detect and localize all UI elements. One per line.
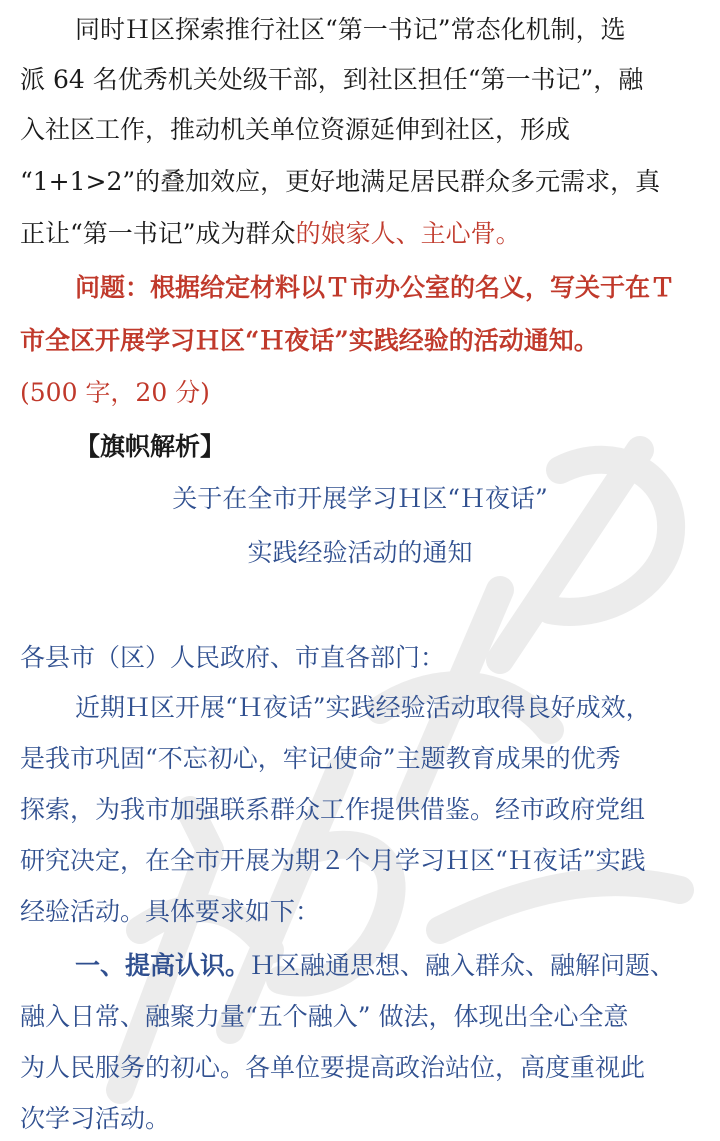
notice-para-line: 近期Ｈ区开展“Ｈ夜话”实践经验活动取得良好成效， <box>75 693 651 722</box>
analysis-label: 【旗帜解析】 <box>75 432 226 461</box>
section-1-line: 为人民服务的初心。各单位要提高政治站位，高度重视此 <box>20 1053 646 1082</box>
intro-line-3: 入社区工作，推动机关单位资源延伸到社区，形成 <box>20 115 571 144</box>
intro-line-5 <box>20 218 521 250</box>
intro-line-4: “1+1>2”的叠加效应，更好地满足居民群众多元需求，真 <box>20 167 661 196</box>
section-1-text: Ｈ区融通思想、融入群众、融解问题、 <box>250 951 676 980</box>
question-line-2: 市全区开展学习Ｈ区“Ｈ夜话”实践经验的活动通知。 <box>20 326 599 355</box>
intro-line-5-highlight: 的娘家人、主心骨。 <box>295 219 521 248</box>
notice-recipients: 各县市（区）人民政府、市直各部门： <box>20 643 446 672</box>
notice-title-line-1: 关于在全市开展学习Ｈ区“Ｈ夜话” <box>172 484 548 513</box>
notice-para-line: 探索，为我市加强联系群众工作提供借鉴。经市政府党组 <box>20 795 646 824</box>
section-1-line: 融入日常、融聚力量“五个融入” 做法，体现出全心全意 <box>20 1002 629 1031</box>
section-1-line: 次学习活动。 <box>20 1104 171 1133</box>
question-score: (500 字，20 分) <box>20 378 210 407</box>
notice-para-line: 研究决定，在全市开展为期２个月学习Ｈ区“Ｈ夜话”实践 <box>20 846 646 875</box>
intro-line-1: 同时Ｈ区探索推行社区“第一书记”常态化机制，选 <box>75 15 626 44</box>
notice-title-line-2: 实践经验活动的通知 <box>247 538 473 567</box>
question-line-1: 问题：根据给定材料以Ｔ市办公室的名义，写关于在Ｔ <box>75 273 676 302</box>
section-1-first-line <box>75 950 675 982</box>
notice-para-line: 是我市巩固“不忘初心，牢记使命”主题教育成果的优秀 <box>20 744 621 773</box>
section-1-heading: 一、提高认识。 <box>75 951 251 980</box>
notice-para-line: 经验活动。具体要求如下： <box>20 897 321 926</box>
intro-line-2: 派 64 名优秀机关处级干部，到社区担任“第一书记”，融 <box>20 65 644 94</box>
intro-line-5-text: 正让“第一书记”成为群众 <box>20 219 296 248</box>
